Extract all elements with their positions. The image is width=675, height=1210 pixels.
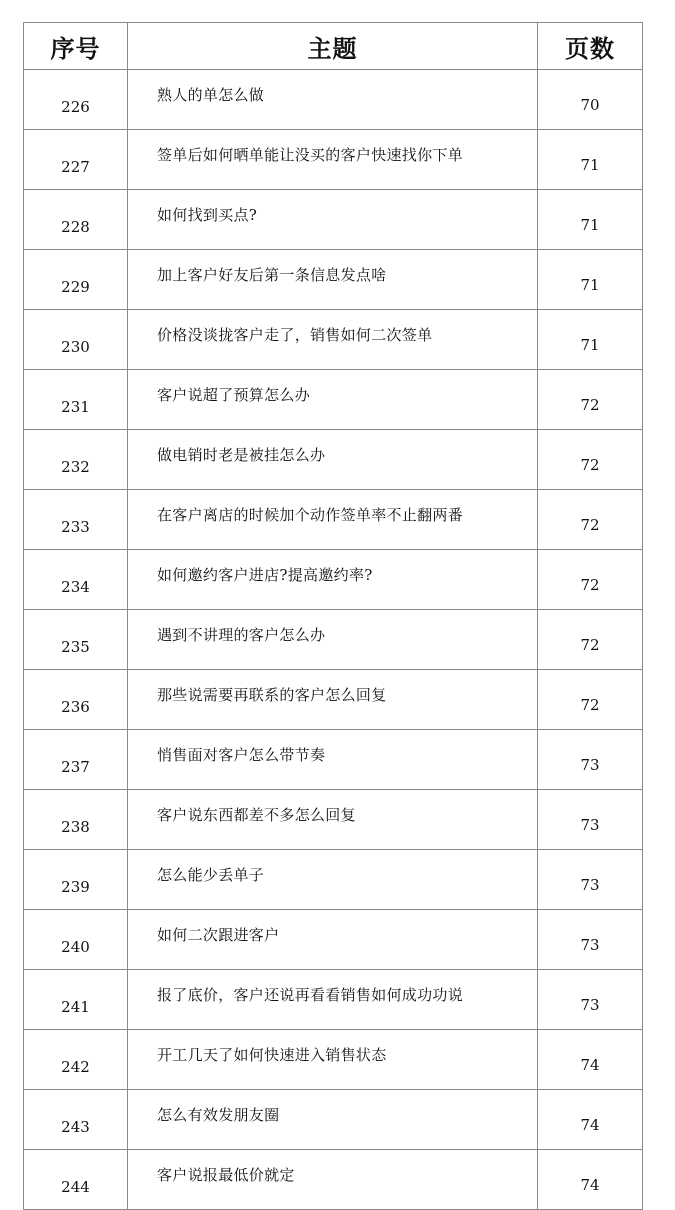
row-topic: 价格没谈拢客户走了，销售如何二次签单 bbox=[128, 310, 538, 370]
row-page: 72 bbox=[538, 610, 643, 670]
row-page: 72 bbox=[538, 430, 643, 490]
table-row bbox=[24, 850, 643, 910]
row-page: 73 bbox=[538, 970, 643, 1030]
row-topic: 悄售面对客户怎么带节奏 bbox=[128, 730, 538, 790]
row-page: 71 bbox=[538, 130, 643, 190]
row-topic: 怎么能少丢单子 bbox=[128, 850, 538, 910]
row-page: 74 bbox=[538, 1090, 643, 1150]
row-number: 235 bbox=[24, 610, 128, 670]
row-page: 73 bbox=[538, 910, 643, 970]
contents-table bbox=[23, 22, 643, 1210]
table-row bbox=[24, 70, 643, 130]
row-topic: 客户说超了预算怎么办 bbox=[128, 370, 538, 430]
row-topic: 做电销时老是被挂怎么办 bbox=[128, 430, 538, 490]
table-row bbox=[24, 910, 643, 970]
row-number: 230 bbox=[24, 310, 128, 370]
table-row bbox=[24, 790, 643, 850]
table-row bbox=[24, 250, 643, 310]
header-row bbox=[24, 23, 643, 70]
row-page: 72 bbox=[538, 670, 643, 730]
row-topic: 在客户离店的时候加个动作签单率不止翻两番 bbox=[128, 490, 538, 550]
row-page: 74 bbox=[538, 1150, 643, 1210]
row-topic: 遇到不讲理的客户怎么办 bbox=[128, 610, 538, 670]
row-topic: 加上客户好友后第一条信息发点啥 bbox=[128, 250, 538, 310]
row-page: 71 bbox=[538, 250, 643, 310]
table-row bbox=[24, 550, 643, 610]
row-number: 241 bbox=[24, 970, 128, 1030]
table-row bbox=[24, 130, 643, 190]
row-topic: 如何找到买点? bbox=[128, 190, 538, 250]
row-number: 236 bbox=[24, 670, 128, 730]
row-topic: 如何二次跟进客户 bbox=[128, 910, 538, 970]
row-page: 70 bbox=[538, 70, 643, 130]
row-topic: 怎么有效发朋友圈 bbox=[128, 1090, 538, 1150]
row-topic: 签单后如何晒单能让没买的客户快速找你下单 bbox=[128, 130, 538, 190]
table-row bbox=[24, 370, 643, 430]
table-row bbox=[24, 310, 643, 370]
row-topic: 客户说东西都差不多怎么回复 bbox=[128, 790, 538, 850]
row-topic: 报了底价，客户还说再看看销售如何成功功说 bbox=[128, 970, 538, 1030]
row-number: 237 bbox=[24, 730, 128, 790]
row-number: 243 bbox=[24, 1090, 128, 1150]
row-number: 242 bbox=[24, 1030, 128, 1090]
row-page: 72 bbox=[538, 550, 643, 610]
row-number: 229 bbox=[24, 250, 128, 310]
row-page: 73 bbox=[538, 730, 643, 790]
row-number: 239 bbox=[24, 850, 128, 910]
row-page: 73 bbox=[538, 850, 643, 910]
table-row bbox=[24, 490, 643, 550]
table-row bbox=[24, 1030, 643, 1090]
row-number: 234 bbox=[24, 550, 128, 610]
table-row bbox=[24, 1150, 643, 1210]
row-number: 231 bbox=[24, 370, 128, 430]
row-topic: 那些说需要再联系的客户怎么回复 bbox=[128, 670, 538, 730]
row-number: 232 bbox=[24, 430, 128, 490]
header-number: 序号 bbox=[24, 23, 128, 70]
row-topic: 客户说报最低价就定 bbox=[128, 1150, 538, 1210]
header-page: 页数 bbox=[538, 23, 643, 70]
row-page: 74 bbox=[538, 1030, 643, 1090]
row-number: 228 bbox=[24, 190, 128, 250]
table-row bbox=[24, 610, 643, 670]
row-page: 73 bbox=[538, 790, 643, 850]
row-number: 233 bbox=[24, 490, 128, 550]
row-page: 71 bbox=[538, 310, 643, 370]
row-topic: 开工几天了如何快速进入销售状态 bbox=[128, 1030, 538, 1090]
row-number: 238 bbox=[24, 790, 128, 850]
table-row bbox=[24, 970, 643, 1030]
row-number: 227 bbox=[24, 130, 128, 190]
row-number: 244 bbox=[24, 1150, 128, 1210]
table-row bbox=[24, 1090, 643, 1150]
table-row bbox=[24, 190, 643, 250]
row-page: 71 bbox=[538, 190, 643, 250]
table-row bbox=[24, 670, 643, 730]
row-page: 72 bbox=[538, 370, 643, 430]
row-number: 240 bbox=[24, 910, 128, 970]
row-number: 226 bbox=[24, 70, 128, 130]
row-topic: 如何邀约客户进店?提高邀约率? bbox=[128, 550, 538, 610]
table-row bbox=[24, 730, 643, 790]
row-page: 72 bbox=[538, 490, 643, 550]
header-topic: 主题 bbox=[128, 23, 538, 70]
table-row bbox=[24, 430, 643, 490]
row-topic: 熟人的单怎么做 bbox=[128, 70, 538, 130]
